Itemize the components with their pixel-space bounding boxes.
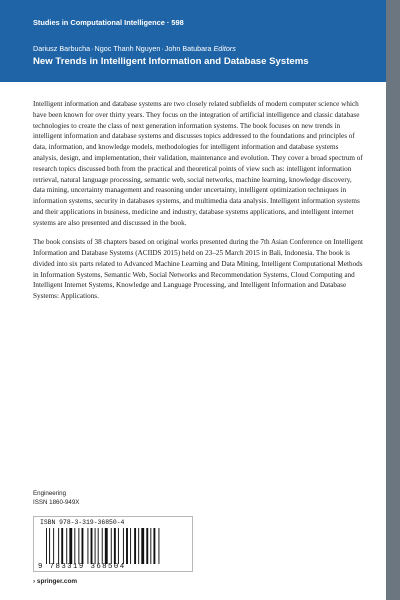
subject-info [33, 490, 79, 507]
barcode-bar [78, 528, 79, 564]
barcode-bar [123, 528, 124, 564]
barcode-digits: 9 783319 368504 [38, 563, 126, 571]
barcode-bar [126, 528, 128, 564]
subject-category: Engineering [33, 490, 67, 497]
barcode-bar [141, 528, 144, 564]
description-text [33, 99, 363, 311]
barcode-bar [158, 528, 159, 564]
spine-edge [386, 0, 400, 600]
editors-suffix: Editors [213, 44, 236, 53]
barcode-bar [102, 528, 103, 564]
barcode-bar [105, 528, 108, 564]
series-name: Studies in Computational Intelligence · 598 [33, 18, 184, 27]
barcode-bar [98, 528, 99, 564]
barcode-bar [91, 528, 93, 564]
barcode-bar [118, 528, 119, 564]
issn-number: ISSN 1860-949X [33, 498, 80, 506]
header-band [0, 0, 386, 82]
barcode-bar [138, 528, 139, 564]
barcode-bar [49, 528, 50, 564]
barcode-bar [61, 528, 63, 564]
editor-name: John Batubara [164, 44, 212, 53]
barcode-bar [58, 528, 59, 564]
description-paragraph-2: The book consists of 38 chapters based on original works presented during the 7th Asian Conference on Intelligent Information and Database Systems (ACIIDS 2015) held on 23–25 March 2015 in Bali, Indonesia. The book is divided into six parts related to Advanced Machine Learning and Data Mining, Intelligent Computational Methods in Information Systems, Semantic Web, Social Networks and Recommendation Systems, Cloud Computing and Intelligent Internet Systems, Knowledge and Language Processing, and Intelligent Information and Database Systems: Applications. [33, 238, 363, 301]
editor-name: Dariusz Barbucha [33, 44, 91, 53]
barcode-bar [130, 528, 131, 564]
barcode-bar [111, 528, 112, 564]
editor-name: Ngoc Thanh Nguyen [94, 44, 161, 53]
barcode-bar [134, 528, 136, 564]
barcode-bar [66, 528, 67, 564]
isbn-number: ISBN 978-3-319-36850-4 [40, 519, 125, 526]
barcode-bar [82, 528, 84, 564]
barcode-bar [46, 528, 47, 564]
barcode-bar [53, 528, 54, 564]
barcode-bar [153, 528, 155, 564]
barcode-block [33, 516, 193, 572]
book-title: New Trends in Intelligent Information and Database Systems [33, 56, 309, 67]
description-paragraph-1: Intelligent information and database systems are two closely related subfields of modern computer science which have been known for over thirty years. They focus on the integration of artificial intelligence and classic database technologies to create the class of next generation information systems. The book focuses on new trends in intelligent information and database systems and discusses topics addressed to the foundations and principles of data, information, and knowledge models, methodologies for intelligent information and database systems analysis, design, and implementation, their validation, maintenance and evolution. They cover a broad spectrum of research topics discussed both from the practical and theoretical points of view such as: intelligent information retrieval, natural language processing, semantic web, social networks, machine learning, knowledge discovery, data mining, uncertainty management and reasoning under uncertainty, intelligent optimization techniques in information systems, security in databases systems, and multimedia data analysis. Intelligent information systems and their applications in business, medicine and industry, database systems applications, and intelligent internet systems are also presented and discussed in the book. [33, 100, 363, 227]
barcode-bar [146, 528, 148, 564]
barcode-bar [150, 528, 151, 564]
editor-separator: · [161, 44, 164, 53]
editors-line [33, 44, 236, 53]
barcode-bar [69, 528, 72, 564]
barcode-bar [87, 528, 88, 564]
editor-separator: · [91, 44, 94, 53]
publisher-website: › springer.com [33, 578, 78, 585]
barcode-bar [114, 528, 116, 564]
barcode-bar [74, 528, 75, 564]
barcode-bar [95, 528, 96, 564]
barcode-image [46, 528, 184, 564]
